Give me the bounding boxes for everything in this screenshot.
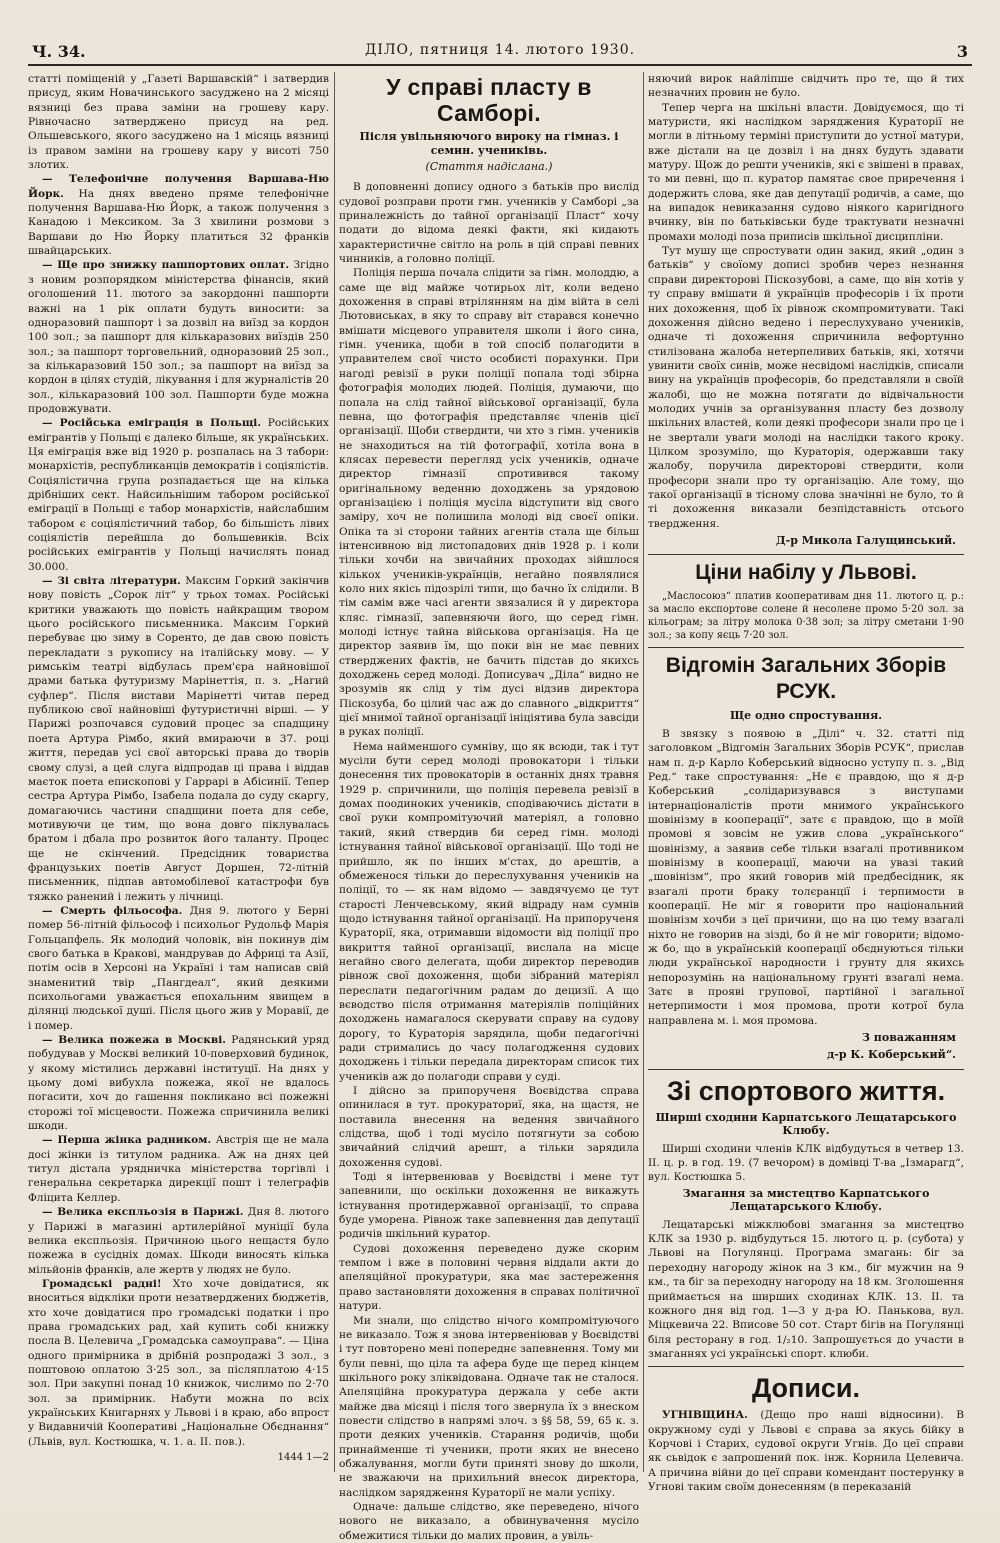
article-note: (Стаття надіслана.): [425, 160, 553, 173]
rsuk-text: В звязку з появою в „Ділі“ ч. 32. статті під заголовком „Відгомін Загальних Зборів РСУК“, прислав нам п. д-р Карло Коберський відносно уступу п. з. „Від Ред.“ таке спростування: „Не є правдою, що я д-р Коберський „солідаризувався з виступами інтернаціоналістів проти мнимого українського шовінізму в кооперації“, затє є правдою, що в моїй промові я зовсім не ужив слова „українського“ шовінізму, а заявив себе тільки взагалі противником шовінізму в кооперації, маючи на увазі такий „шовінізм“, про який говорив мій предбесідник, як взагалі проти браку толєранції і терпимости в кооперації. Не міг я говорити про національний шовінізм хочби з цеї причини, що на цю тему взагалі ніхто не говорив на зізді, бо й не міг говорити; відомо-ж бо, що в українській кооперації обєднуються тільки люди української народности і грунту для якихсь непорозумінь на національному грунті взагалі нема. Затє в прояві групової, партійної і загальної нетерпимости і моя промова, проти котрої була направлена м. і. моя промова.: [648, 727, 964, 1027]
news-item: [28, 1033, 329, 1133]
rsuk-subtitle: Ще одно спростування.: [729, 709, 883, 723]
news-item: [28, 172, 329, 258]
column-3: [648, 72, 964, 1493]
article-paragraph: Судові дохоження переведено дуже скорим темпом і вже в половині червня віддали акти до апеляційної прокуратури, яка має застереження право застановляти дохоження в справах політичної натури.: [339, 1242, 639, 1313]
article-paragraph: няючий вирок найліпше свідчить про те, що й тих незначних провин не було.: [648, 73, 964, 100]
dopysy-text: [648, 1408, 964, 1494]
news-heading: — Ще про знижку пашпортових оплат.: [42, 259, 290, 272]
article-paragraph: Нема найменшого сумніву, що як всюди, так і тут мусіли бути серед молоді провокатори і тільки донесення тих провокаторів в останніх днях травня 1929 р. спричинили, що поліція перевела ревізії в домах поодиноких учеників, сподіваючись дістати в свої руки компромітуючий матеріял, а головно такий, який ствердив би серед гімн. молоді істнування тайної військової організації. Що тоді не прийшло, як по інших м'стах, до арештів, а обмеженося тільки до переслухування учеників на поліції, то — як нам відомо — завдячуємо це тут старості Ленчевському, який відраду нам сумнів щодо істнування тайної організації. На припорученя Кураторії, яка, отримавши відомости від поліції про викриття тайної організації, вислала на місце негайно свого делегата, щоби директор переводив рівнож свої дохоження, щоби зібраний матеріял переслати педагогічним радам до децизії. А що вєводство після отримання матеріялів поліційних доходжень намагалося скерувати справу на судову дорогу, то Кураторія зарядила, щоби педагогічні ради стримались до часу полагодження судових доходжень і тільки передала директорам список тих учеників аж до полагоди справи у суді.: [339, 740, 639, 1083]
news-text: Радянський уряд побудував у Москві великий 10-поверховий будинок, у якому містились державні інституції. На днях у цьому домі вибухла пожежа, якої не вдалось погасити, хоч до гашення покликано всі пожежні сторожі тої місцевости. Пожежа спричинила великі шкоди.: [28, 1034, 329, 1133]
news-text: Максим Горкий закінчив нову повість „Сорок літ“ у трьох томах. Російські критики уважають що повість найкращим твором цього російського письменника. Максим Горкий перебуває цю зиму в Соренто, де дав свою повість перекладати з рукопису на італійську мову. — У римськім театрі відбулась прем'єра найновішої драми батька футуризму Марінеттія, п. з. „Нагий суфлер“. Після вистави Марінетті читав перед публикою свої найновіші футуристичні вірші. — У Парижі розпочався судовий процес за спадщину поета Артура Рімбо, який вмираючи в 37. році життя, передав усі свої авторські права до творів свому слузі, а цей слуга відпродав ці права і віддав маєток поета епископові у Гаррарі в Абісинії. Тепер сестра Артура Рімбо, Ізабела подала до суду скаргу, домагаючись частини спадщини поета для себе, мотивуючи це тим, що вона довго піклувалась братом і дбала про розвиток його таланту. Процес ще не скінчений. Предсідник товариства французьких поетів Август Доршен, 72-літній письменник, підпав автомобілевої катастрофи був тяжко ранений і лежить у лічниці.: [28, 575, 329, 903]
article-paragraph: Тепер черга на шкільні власти. Довідуємося, що ті матуристи, які наслідком заряджения Кураторії не могли в літньому терміні приступити до устної матури, вже дістали на це дозвіл і на днях будуть здавати матуру. Щож до решти учеників, які є звішені в правах, то ми певні, що п. куратор памятає свое приречення і додержить слова, яке дав депутації родичів, а саме, що на випадок невиказання судово ніякого каригідного вчинку, він по батьківськи буде трактувати незначні промахи молоді поза приписів шкільної дисципліни.: [648, 101, 964, 243]
advertisement: [28, 1277, 329, 1449]
news-item: [28, 1133, 329, 1205]
news-text: Згідно з новим розпорядком міністерства фінансів, який оголошений 11. лютого за закордонні пашпорти важні на 1 рік оплати будуть виносити: за одноразовий пашпорт і за дозвіл на виїзд за кордон 100 зол.; за пашпорт для кількаразових виїздів 250 зол.; за пашпорт торговельний, одноразовий 25 зол., за кількаразовий 150 зол.; за пашпорт на виїзд за кордон в цілях студій, лікування і для журналістів 20 зол., кількаразовий 100 зол. Пашпорти буде можна продовжувати.: [28, 259, 329, 415]
news-text: Російських емігрантів у Польщі є далеко більше, як українських. Ця еміграція вже від 1920 р. розпалась на 3 табори: монархістів, республиканців демократів і соціялістів. Соціялістична група розпадається ще на кілька дрібніших сект. Найсильнішим табором російської еміграції в Польщі є табор монархістів, найслабшим табором є соціялістичний табор, бо більшість лівих соціялістів перейшла до большевиків. Всіх російських емігрантів у Польщі начислять понад 30.000.: [28, 417, 329, 573]
dopysy-heading: УГНІВЩИНА.: [662, 1409, 748, 1422]
article-signature: Д-р Микола Галущинський.: [775, 534, 956, 547]
news-heading: — Російська еміграція в Польщі.: [42, 417, 262, 430]
news-item: [28, 574, 329, 904]
news-text: На днях введено пряме телефонічне получення Варшава-Ню Йорк, а також получення з Канадою і Мексиком. За 3 хвилини розмови з Варшави до Ню Йорку платиться 32 франків швайцарських.: [28, 187, 329, 258]
page-header: [28, 36, 972, 66]
article-paragraph: Ми знали, що слідство нічого компромітуючого не виказало. Тож я знова інтервеніював у Воєвідстві і тут повторено мені попереднє запевнення. Тому ми були певні, що ціла та афера буде ще перед кінцем шкільного року зліквідована. Одначе так не сталося. Апеляційна прокуратура держала у себе акти майже два місяці і після того звернула їх з внеском повести слідство в напрямі злоч. з §§ 58, 59, 65 к. з. проти деяких учеників. Старання родичів, щоби принайменше ті ученики, проти яких не внесено обжалування, могли бути приняті знову до школи, не зважаючи на прихильний внесок директора, наслідком зарядження Кураторії не мали успіху.: [339, 1314, 639, 1499]
news-heading: — Зі світа літератури.: [42, 575, 181, 588]
sport-text-2: Лещатарські міжклюбові змагання за мистецтво КЛК за 1930 р. відбудуться 15. лютого ц. р. (субота) у Львові на Погулянці. Програма змагань: біг за переходну нагороду жінок на 3 км., біг мужчин на 9 км., та біг за переходну нагороду на 18 км. Зголошення приймається на ширших сходинах КЛК. 13. II. та кожного дня від год. 1—3 у д-ра Ю. Панькова, вул. Міцкевича 22. Вписове 50 сот. Старт бігів на Погулянці біля ресторану в год. 1/₂10. Запрошується до участи в змаганнях усі українські спорт. клюби.: [648, 1218, 964, 1360]
article-paragraph: Тоді я інтервенював у Воєвідстві і мене тут запевнили, що оскільки дохоження не викажуть істнування протидержавної організації, то справа буде уморена. Рівнож таке запевнення дав депутації родичів шкільний куратор.: [339, 1171, 639, 1241]
dopysy-body: (Дещо про наші відносини). В окружному суді у Львові є справа за якусь бійку в Корчові і Старих, судової округи Угнів. До цеї справи як сьвідок є запрошений пок. інж. Корнила Целевича. А причина війни до цеї справи комендант постерунку в Угнові таким своїм донесенням (в переказаній: [648, 1409, 964, 1493]
sport-subtitle: Ширші сходини Карпатського Лещатарського Клюбу.: [655, 1110, 957, 1138]
rsuk-signature: д-р К. Коберський“.: [826, 1048, 956, 1062]
divider: [648, 554, 964, 555]
ad-reference: 1444 1—2: [277, 1452, 329, 1463]
divider: [648, 1366, 964, 1367]
rsuk-title: Відгомін Загальних Зборів РСУК.: [665, 654, 947, 704]
article-paragraph: Тут мушу ще спростувати один закид, який „один з батьків“ у своїому дописі зробив через незнання справи директорові Піскозубові, а саме, що він хотів у ту справу вмішати й українців професорів і їх проти них дохоження, щоб їх рівнож скомпромитувати. Такі дохоження дійсно ведено і переслухувано учеників, одначе ті дохоження спричинила вефортунно стилізована жалоба нетерпеливих батьків, які, хотячи увинити своїх синів, може несвідомі наслідків, списали вину на українців професорів, бо представляли в своїй жалобі, що не можна потягати до відвічальности молодих учнів за організування пласту без дозволу шкільних властей, коли деякі професори знали про це і не звертали уваги молоді на наслідки такого кроку. Цілком зрозуміло, що Кураторія, одержавши таку жалобу, поручила директорові ствердити, коли професори знали про ту організацію. Але тому, що такої організації в тісному слова значінні не було, то й ті дохоження виказали безпідставність отсього твердження.: [648, 245, 964, 530]
rsuk-sign-greeting: З поважанням: [862, 1031, 956, 1045]
advertisement-heading: Громадські радні!: [42, 1277, 162, 1290]
article-text: статті поміщеній у „Газеті Варшавскій“ і затвердив присуд, яким Новачинського засуджено на 2 місяці вязниці без права заміни на грошеву кару. Рівночасно затверджено присуд на ред. Ольшевського, якого засуджено на 1 місяць вязниці із правом заміни на грошеву кару у висоті 750 злотих.: [28, 73, 329, 172]
divider: [648, 647, 964, 648]
column-divider: [334, 72, 335, 1472]
column-divider: [643, 72, 644, 1472]
news-heading: — Велика експльозія в Парижі.: [42, 1206, 244, 1219]
news-heading: — Смерть фільософа.: [42, 904, 183, 917]
news-item: [28, 1205, 329, 1277]
dopysy-title: Дописи.: [751, 1373, 861, 1404]
news-heading: — Велика пожежа в Москві.: [42, 1034, 226, 1047]
column-1: [28, 72, 329, 1472]
advertisement-text: Хто хоче довідатися, як вноситься відкліки проти незатверджених бюджетів, хто хоче довідатися про громадські податки і про права громадських рад, хай купить собі книжку посла В. Целевича „Громадська самоуправа“. — Ціна одного примірника в дрібній розпродажі 3 зол., з поштовою оплатою 3·25 зол., за післяплатою 4·15 зол. При закупні понад 10 книжок, числимо по 2·70 зол. за примірник. Набути можна по всіх українських Книгарнях у Львові і в краю, або впрост у Видавничій Кооперативі „Національне Обєднання“ (Львів, вул. Костюшка, ч. 1. а. II. пов.).: [28, 1277, 329, 1448]
article-paragraph: Поліція перша почала слідити за гімн. молоддю, а саме ще від майже чотирьох літ, коли ведено дохоження в справі втрілянням на дім війта в селі Лютовиськах, в яку то справу віт старався конечно вмішати місцевого управителя школи і його сина, гімн. ученика, щоби в той спосіб полагодити в управителем свої чисто особисті порахунки. При нагоді ревізії в руки поліції попала тоді збірна фотографія молодих людей. Поліція, думаючи, що попала на слід тайної військової організації, була певна, що фотографія представляє членів цієї організації. Щоби ствердити, чи хто з гімн. учеників не знаходиться на тій фотографії, хотіла вона в клясах перевести перегляд усіх учеників, одначе директор гімназії спротивився такому оригінальному веденню доходжень за урядовою організацією і поліція мусіла відступити від свого заміру, хоч не полишила молоді від своєї опіки. Опіка та зі сторони тайних агентів стала ще більш інтенсивною від листопадових днів 1928 р. і коли тільки хочби на звичайних проходах зійшлося кількох учеників-українців, негайно появлялися коло них якісь підозрілі типи, що бачно їх слідили. В тім самім вже часі агенти звязалися й у директора кляс. гімназії, запевняючи його, що серед гімн. молоді істнує тайна військова організація. На це директор заявив їм, що поки він не має певних стверджених фактів, не бачить підстав до якихсь доходжень серед молоді. Дописувач „Діла“ видно не зрозумів як слід у тім дусі відзив директора Піскозуба, бо цілий час аж до славного „відкриття“ цієї мнимої тайної організації ініціятива була завсіди в руках поліції.: [339, 267, 639, 739]
issue-number: Ч. 34.: [32, 42, 86, 61]
article-paragraph: Одначе: дальше слідство, яке переведено, нічого нового не виказало, а обвинувачення мусіло обмежитися тільки до малих провин, а увіль-: [339, 1500, 639, 1542]
news-item: [28, 258, 329, 416]
sport-title: Зі спортового життя.: [666, 1075, 946, 1106]
article-title: У справі пласту в Самборі.: [386, 74, 592, 126]
news-text: Дня 9. лютого у Берні помер 56-літній фільософ і психольог Рудольф Марія Гольцапфель. Як молодий чоловік, він покинув дім свого батька в Кракові, мандрував до Африці та Азії, потім осів в Херсоні на Україні і там написав свій знаменитий твір „Пангдеал“, який деякими психольогами уважається епохальним явищем в ділянці людської душі. Після цього жив у Моравії, де і помер.: [28, 904, 329, 1032]
column-2: [339, 72, 639, 1542]
article-paragraph: І дійсно за припорученя Воєвідства справа опинилася в тут. прокураториї, яка, на щастя, не поставила внесення на ведення звичайного слідства, щоб і тоді мусіло потягнути за собою звичайний слідчий арешт, а тільки зарядила дохоження судові.: [339, 1085, 639, 1169]
article-paragraph: В доповненні допису одного з батьків про вислід судової розправи проти гмн. учеників у Самборі „за приналежність до тайної організації Пласт“ хочу подати до відома деякі факти, які кидають характеристичне світло на роль в цій справі певних чинників, а головно поліції.: [339, 181, 639, 266]
article-subtitle: Після увільняючого вироку на гімназ. і семин. учениківь.: [359, 130, 619, 157]
news-text: Австрія ще не мала досі жінки із титулом радника. Аж на днях цей титул дістала урядничка міністерства торгівлі і генеральна секретарка дирекції пошт і телеграфів Фліцита Келлер.: [28, 1134, 329, 1204]
news-heading: — Перша жінка радником.: [42, 1134, 212, 1147]
sport-subtitle-2: Змагання за мистецтво Карпатського Лещатарського Клюбу.: [682, 1186, 930, 1214]
prices-title: Ціни набілу у Львові.: [695, 561, 917, 585]
news-item: [28, 416, 329, 574]
news-text: Дня 8. лютого у Парижі в магазині артилерійної муніції була велика експльозія. Причиною цього нещастя було пожежа в сусідніх домах. Шкоди виносять кілька мільйонів франків, але жертв у людях не було.: [28, 1206, 330, 1276]
divider: [648, 1069, 964, 1070]
page-number: 3: [956, 42, 968, 61]
news-heading: — Телефонічне получення Варшава-Ню Йорк.: [28, 173, 329, 200]
news-item: [28, 904, 329, 1033]
masthead-date: ДІЛО, пятниця 14. лютого 1930.: [364, 42, 636, 58]
sport-text: Ширші сходини членів КЛК відбудуться в четвер 13. II. ц. р. в год. 19. (7 вечором) в домівці Т-ва „Ізмарагд“, вул. Костюшка 5.: [648, 1142, 964, 1184]
prices-text: „Маслосоюз“ платив кооперативам дня 11. лютого ц. р.: за масло експортове солене й несолене промо 5·20 зол. за кільограм; за літру молока 0·38 зол; за літру сметани 1·90 зол.; за копу яєць 7·20 зол.: [648, 591, 964, 642]
